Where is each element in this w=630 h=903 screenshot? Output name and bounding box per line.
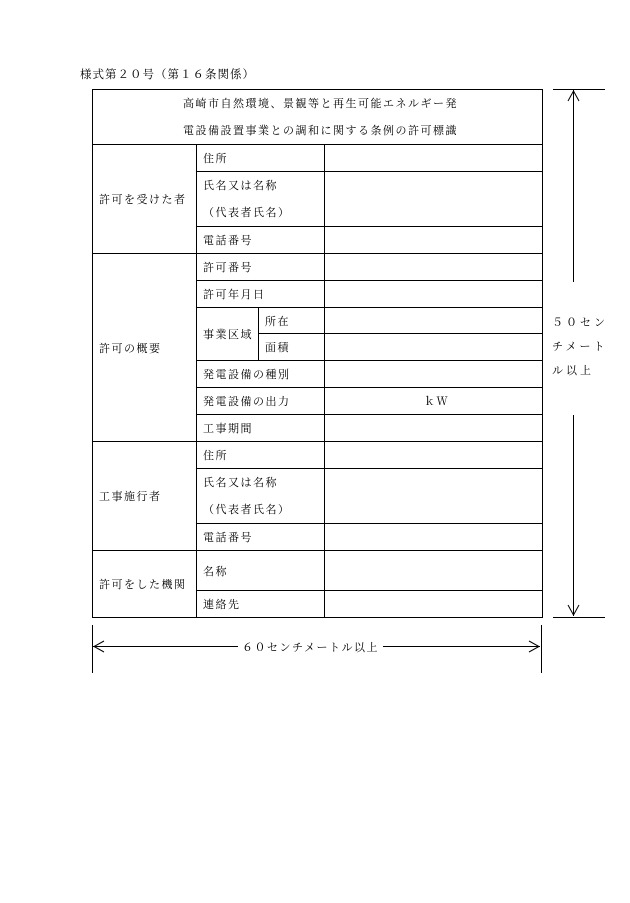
holder-address-label: 住所 <box>197 145 325 172</box>
contractor-address-label: 住所 <box>197 442 325 469</box>
height-dimension-upper-line <box>573 90 574 282</box>
holder-name-label-line-2: （代表者氏名） <box>203 206 291 219</box>
contractor-phone-value <box>325 524 543 551</box>
facility-type-label: 発電設備の種別 <box>197 361 325 388</box>
area-value <box>325 334 543 361</box>
construction-period-label: 工事期間 <box>197 415 325 442</box>
height-label-line-3: ル以上 <box>552 364 594 377</box>
permit-holder-label: 許可を受けた者 <box>93 145 197 254</box>
permit-date-value <box>325 281 543 308</box>
permit-date-label: 許可年月日 <box>197 281 325 308</box>
contractor-name-label <box>197 469 325 524</box>
permit-number-value <box>325 254 543 281</box>
width-dimension-label: ６０センチメートル以上 <box>238 639 383 655</box>
holder-name-label-line-1: 氏名又は名称 <box>203 179 278 192</box>
issuing-agency-label: 許可をした機関 <box>93 551 197 618</box>
contractor-phone-label: 電話番号 <box>197 524 325 551</box>
permit-number-label: 許可番号 <box>197 254 325 281</box>
height-label-line-2: チメート <box>552 340 608 353</box>
arrow-up-icon <box>567 90 580 102</box>
construction-period-value <box>325 415 543 442</box>
contractor-address-value <box>325 442 543 469</box>
permit-overview-label: 許可の概要 <box>93 254 197 442</box>
agency-name-value <box>325 551 543 591</box>
width-dimension-right-tick <box>541 625 542 673</box>
agency-name-label: 名称 <box>197 551 325 591</box>
height-dimension-label <box>552 311 612 383</box>
holder-name-value <box>325 172 543 227</box>
arrow-down-icon <box>567 604 580 616</box>
contractor-name-label-line-2: （代表者氏名） <box>203 503 291 516</box>
facility-type-value <box>325 361 543 388</box>
contractor-name-label-line-1: 氏名又は名称 <box>203 476 278 489</box>
output-unit: ｋＷ <box>325 388 543 415</box>
title-line-1: 高崎市自然環境、景観等と再生可能エネルギー発 <box>183 97 458 110</box>
location-value <box>325 308 543 334</box>
height-label-line-1: ５０セン <box>552 316 608 329</box>
form-number: 様式第２０号（第１６条関係） <box>80 67 255 81</box>
arrow-left-icon <box>93 640 105 653</box>
holder-address-value <box>325 145 543 172</box>
contractor-name-value <box>325 469 543 524</box>
title-row <box>93 90 543 145</box>
height-dimension-lower-line <box>573 415 574 616</box>
permit-sign-table <box>92 89 543 618</box>
holder-phone-label: 電話番号 <box>197 227 325 254</box>
output-label: 発電設備の出力 <box>197 388 325 415</box>
holder-name-label <box>197 172 325 227</box>
arrow-right-icon <box>528 640 540 653</box>
agency-contact-value <box>325 591 543 618</box>
holder-phone-value <box>325 227 543 254</box>
area-label: 面積 <box>259 334 325 361</box>
sign-title <box>93 90 543 145</box>
location-label: 所在 <box>259 308 325 334</box>
agency-contact-label: 連絡先 <box>197 591 325 618</box>
contractor-label: 工事施行者 <box>93 442 197 551</box>
title-line-2: 電設備設置事業との調和に関する条例の許可標識 <box>183 124 458 137</box>
height-dimension-bottom-tick <box>553 617 605 618</box>
business-area-label: 事業区域 <box>197 308 259 361</box>
